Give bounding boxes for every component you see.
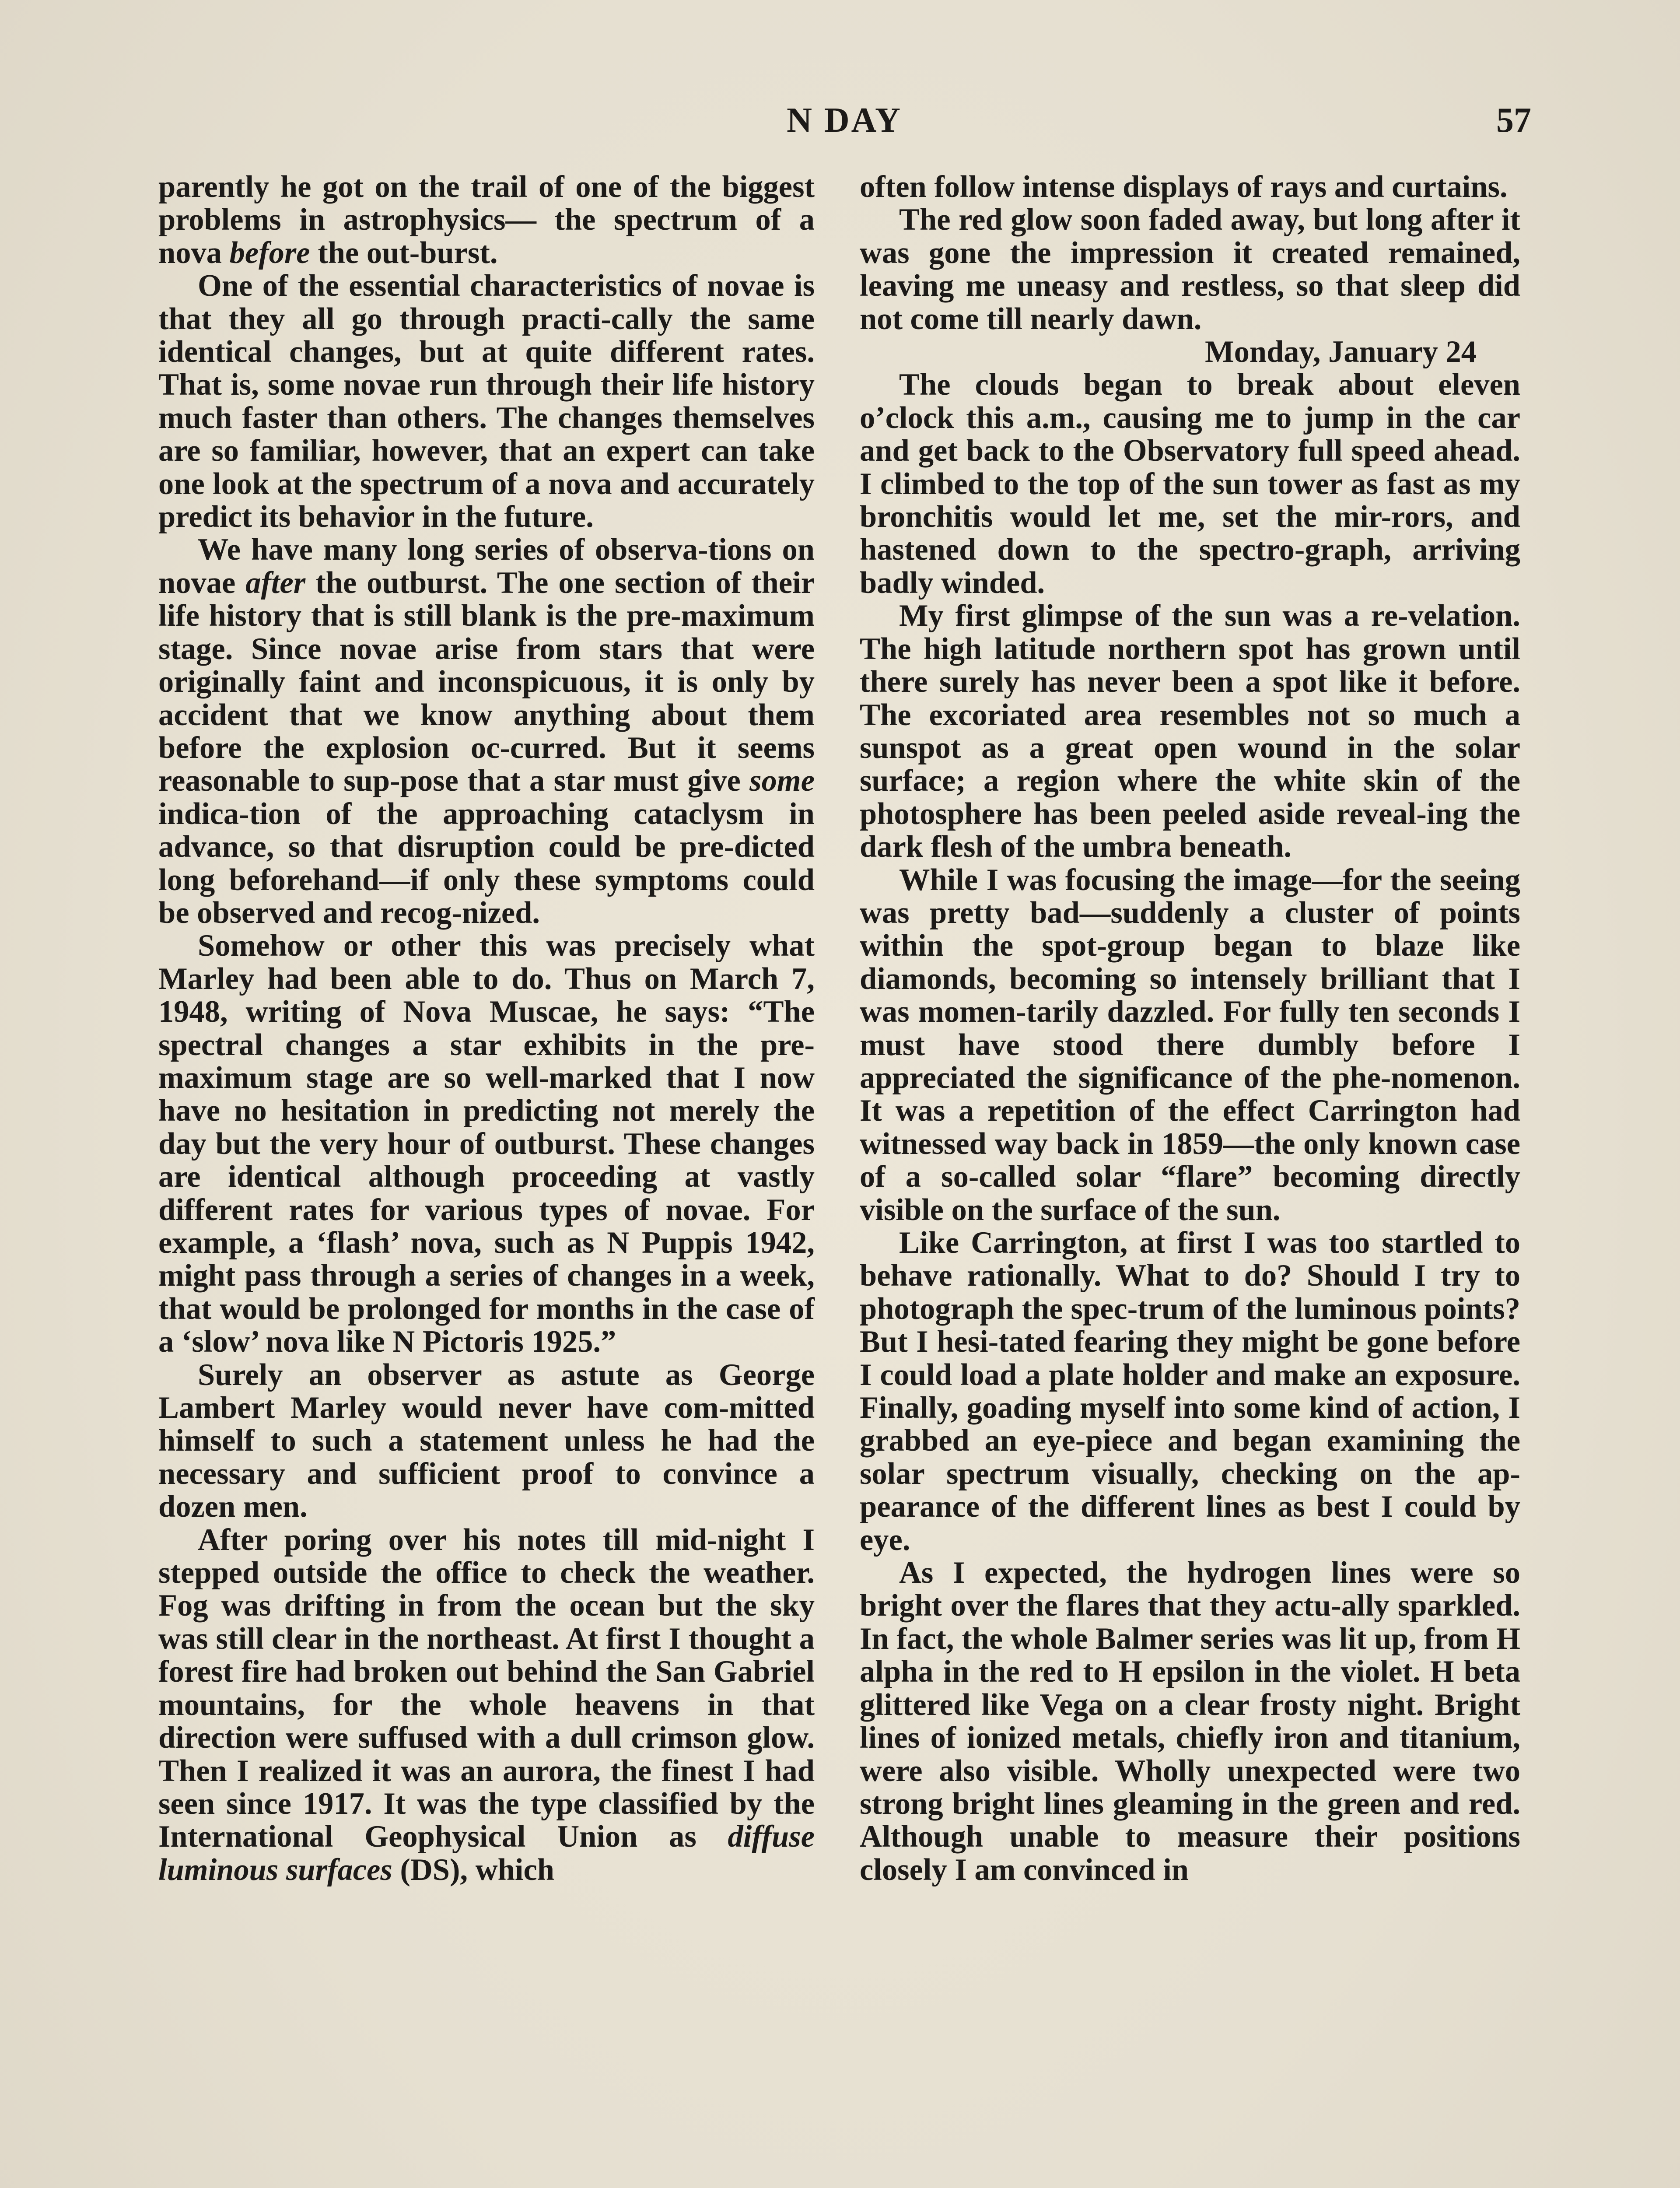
paragraph: The red glow soon faded away, but long after it was gone the impression it created remained, leaving me uneasy and restless, so that sleep did not come till nearly dawn. (860, 203, 1520, 336)
diary-dateline: Monday, January 24 (1205, 335, 1477, 369)
left-column (158, 171, 815, 1886)
paragraph: We have many long series of observa-tions on novae after the outburst. The one section of their life history that is still blank is the pre-maximum stage. Since novae arise from stars that were originally faint and inconspicuous, it is only by accident that we know anything about them before the explosion oc-curred. But it seems reasonable to sup-pose that a star must give some indica-tion of the approaching cataclysm in advance, so that disruption could be pre-dicted long beforehand—if only these symptoms could be observed and recog-nized. (158, 533, 815, 930)
paragraph: parently he got on the trail of one of the biggest problems in astrophysics— the spectrum of a nova before the out-burst. (158, 170, 815, 270)
paragraph: Surely an observer as astute as George Lambert Marley would never have com-mitted himself to such a statement unless he had the necessary and sufficient proof to convince a dozen men. (158, 1357, 815, 1524)
paragraph: As I expected, the hydrogen lines were so bright over the flares that they actu-ally sparkled. In fact, the whole Balmer series was lit up, from H alpha in the red to H epsilon in the violet. H beta glittered like Vega on a clear frosty night. Bright lines of ionized metals, chiefly iron and titanium, were also visible. Wholly unexpected were two strong bright lines gleaming in the green and red. Although unable to measure their positions closely I am convinced in (860, 1556, 1520, 1887)
paragraph: My first glimpse of the sun was a re-velation. The high latitude northern spot has grown until there surely has never been a spot like it before. The excoriated area resembles not so much a sunspot as a great open wound in the solar surface; a region where the white skin of the photosphere has been peeled aside reveal-ing the dark flesh of the umbra beneath. (860, 599, 1520, 864)
page-number: 57 (1496, 101, 1531, 140)
paragraph: Like Carrington, at first I was too startled to behave rationally. What to do? Should I try to photograph the spec-trum of the luminous points? But I hesi-tated fearing they might be gone before I could load a plate holder and make an exposure. Finally, goading myself into some kind of action, I grabbed an eye-piece and began examining the solar spectrum visually, checking on the ap-pearance of the different lines as best I could by eye. (860, 1226, 1520, 1557)
right-column (860, 171, 1520, 1886)
running-title: N DAY (787, 101, 902, 140)
paragraph: After poring over his notes till mid-night I stepped outside the office to check the weather. Fog was drifting in from the ocean but the sky was still clear in the northeast. At first I thought a forest fire had broken out behind the San Gabriel mountains, for the whole heavens in that direction were suffused with a dull crimson glow. Then I realized it was an aurora, the finest I had seen since 1917. It was the type classified by the International Geophysical Union as diffuse luminous surfaces (DS), which (158, 1522, 815, 1887)
paragraph: One of the essential characteristics of novae is that they all go through practi-cally the same identical changes, but at quite different rates. That is, some novae run through their life history much faster than others. The changes themselves are so familiar, however, that an expert can take one look at the spectrum of a nova and accurately predict its behavior in the future. (158, 269, 815, 534)
paragraph: Somehow or other this was precisely what Marley had been able to do. Thus on March 7, 1948, writing of Nova Muscae, he says: “The spectral changes a star exhibits in the pre-maximum stage are so well-marked that I now have no hesitation in predicting not merely the day but the very hour of outburst. These changes are identical although proceeding at vastly different rates for various types of novae. For example, a ‘flash’ nova, such as N Puppis 1942, might pass through a series of changes in a week, that would be prolonged for months in the case of a ‘slow’ nova like N Pictoris 1925.” (158, 929, 815, 1359)
paragraph: The clouds began to break about eleven o’clock this a.m., causing me to jump in the car and get back to the Observatory full speed ahead. I climbed to the top of the sun tower as fast as my bronchitis would let me, set the mir-rors, and hastened down to the spectro-graph, arriving badly winded. (860, 368, 1520, 600)
paragraph: often follow intense displays of rays and curtains. (860, 170, 1508, 204)
paragraph: While I was focusing the image—for the seeing was pretty bad—suddenly a cluster of points within the spot-group began to blaze like diamonds, becoming so intensely brilliant that I was momen-tarily dazzled. For fully ten seconds I must have stood there dumbly before I appreciated the significance of the phe-nomenon. It was a repetition of the effect Carrington had witnessed way back in 1859—the only known case of a so-called solar “flare” becoming directly visible on the surface of the sun. (860, 863, 1520, 1227)
page-header (158, 101, 1531, 149)
